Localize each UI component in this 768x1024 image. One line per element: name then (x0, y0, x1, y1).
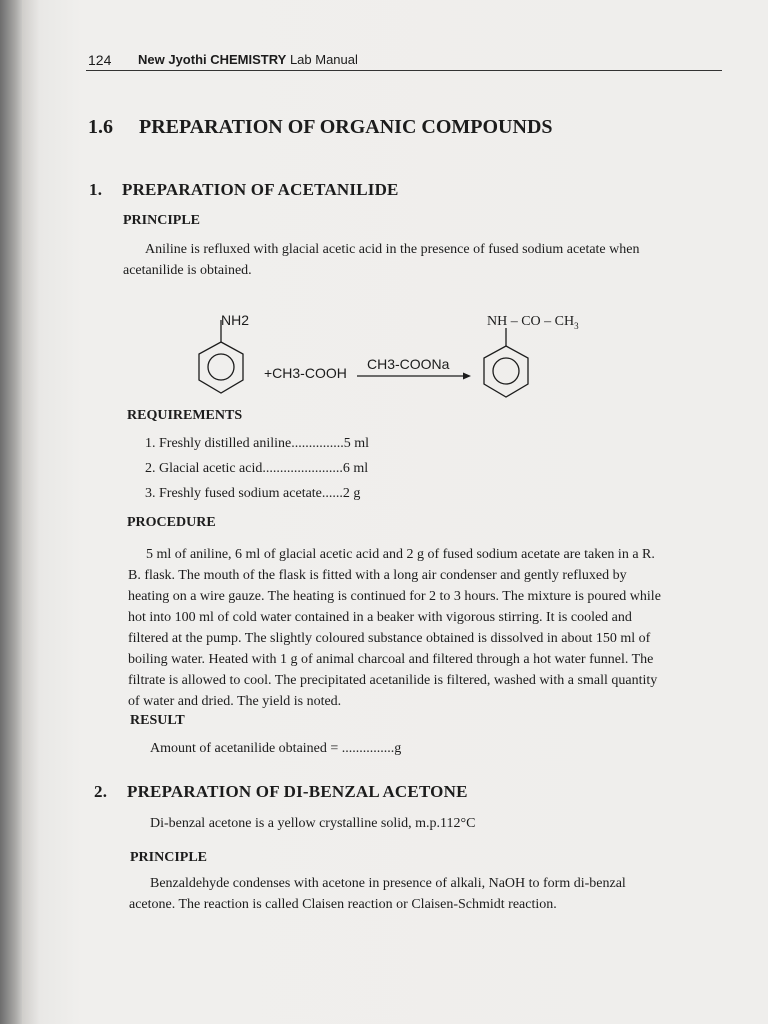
exp1-procedure-label: PROCEDURE (127, 515, 216, 530)
product-group-text: NH – CO – CH (487, 314, 575, 329)
header-rule (86, 70, 722, 71)
running-header-rest: Lab Manual (286, 52, 358, 67)
exp1-result-label: RESULT (130, 713, 185, 728)
procedure-line-6: boiling water. Heated with 1 g of animal charcoal and filtered through a hot water funnel. The (128, 652, 654, 667)
requirement-item-3: 3. Freshly fused sodium acetate......2 g (145, 486, 361, 501)
catalyst-sodium-acetate: CH3-COONa (367, 356, 450, 372)
reagent-acetic-acid: +CH3-COOH (264, 365, 347, 381)
exp1-number: 1. (89, 180, 103, 199)
exp2-title: PREPARATION OF DI-BENZAL ACETONE (127, 782, 468, 801)
exp2-intro: Di-benzal acetone is a yellow crystalline solid, m.p.112°C (150, 816, 476, 831)
exp2-number: 2. (94, 782, 108, 801)
procedure-line-2: B. flask. The mouth of the flask is fitted with a long air condenser and gently refluxed by (128, 568, 627, 583)
book-page (22, 0, 768, 1024)
exp2-principle-label: PRINCIPLE (130, 850, 208, 865)
requirement-item-2: 2. Glacial acetic acid.......................6 ml (145, 461, 369, 476)
exp2-principle-line1: Benzaldehyde condenses with acetone in presence of alkali, NaOH to form di-benzal (150, 876, 626, 891)
procedure-line-3: heating on a wire gauze. The heating is continued for 2 to 3 hours. The mixture is poured while (128, 589, 661, 604)
procedure-line-8: of water and dried. The yield is noted. (128, 694, 342, 709)
product-subscript: 3 (574, 320, 579, 331)
exp1-result-text: Amount of acetanilide obtained = ...............g (150, 741, 402, 756)
exp1-title: PREPARATION OF ACETANILIDE (122, 180, 399, 199)
section-number: 1.6 (88, 116, 113, 138)
reaction-arrow-icon (355, 370, 475, 382)
benzene-ring-product-icon (482, 326, 542, 416)
procedure-line-7: filtrate is allowed to cool. The precipitated acetanilide is filtered, washed with a small quantity (128, 673, 658, 688)
procedure-line-4: hot into 100 ml of cold water contained in a beaker with vigorous stirring. It is cooled and (128, 610, 632, 625)
exp2-principle-line2: acetone. The reaction is called Claisen reaction or Claisen-Schmidt reaction. (129, 897, 557, 912)
exp1-principle-line2: acetanilide is obtained. (123, 263, 252, 278)
exp1-principle-line1: Aniline is refluxed with glacial acetic acid in the presence of fused sodium acetate when (145, 242, 640, 257)
reactant-amino-group: NH2 (221, 312, 250, 328)
running-header-bold: New Jyothi CHEMISTRY (138, 52, 287, 67)
exp1-principle-label: PRINCIPLE (123, 213, 201, 228)
page-number: 124 (88, 52, 112, 68)
running-header (138, 52, 358, 67)
exp1-requirements-label: REQUIREMENTS (127, 408, 243, 423)
requirement-item-1: 1. Freshly distilled aniline...............5 ml (145, 436, 369, 451)
book-spine-shadow (0, 0, 22, 1024)
procedure-line-5: filtered at the pump. The slightly coloured substance obtained is dissolved in about 150 ml of (128, 631, 651, 646)
procedure-line-1: 5 ml of aniline, 6 ml of glacial acetic acid and 2 g of fused sodium acetate are taken in a R. (146, 547, 655, 562)
section-title: PREPARATION OF ORGANIC COMPOUNDS (139, 116, 553, 138)
